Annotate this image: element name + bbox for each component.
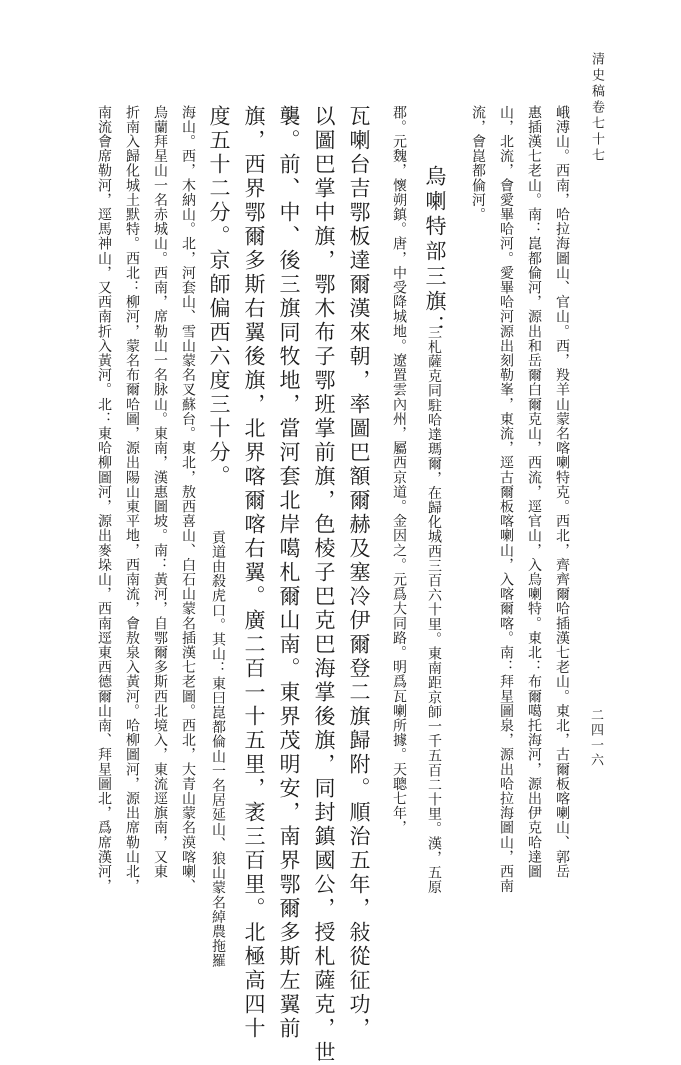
page-number: 二四一六 xyxy=(588,708,603,768)
text-column-4: 流，會崑都倫河。 xyxy=(470,105,486,222)
text-column-12: 海山。西，木納山。北，河套山、雪山蒙名叉蘇台。東北，敖西喜山、白石山蒙名插漢七老圖。西北，大青山蒙名漠喀喇、 xyxy=(180,105,196,894)
text-column-13: 烏蘭拜星山一名赤城山。西南，席勒山一名脉山。東南，漢惠圖坡。南：黃河，自鄂爾多斯西北境入，東流逕旗南，又東 xyxy=(152,105,168,879)
text-column-3: 山，北流，會愛畢哈河。愛畢哈河源出刻勒峯，東流，逕古爾板喀喇山，入喀爾喀。南：拜星圖泉，源出哈拉海圖山，西南 xyxy=(498,105,514,894)
book-volume-header: 清史稿卷七十七 xyxy=(589,52,604,164)
text-column-8: 以圖巴掌中旗，鄂木布子鄂班掌前旗，色棱子巴克巴海掌後旗，同封鎮國公，授札薩克，世 xyxy=(312,105,336,1065)
text-column-11-note: 貢道由殺虎口。其山：東曰崑都倫山一名居延山、狼山蒙名綽農拖羅 xyxy=(210,530,226,968)
text-column-9: 襲。前、中、後三旗同牧地，當河套北岸噶札爾山南。東界茂明安，南界鄂爾多斯左翼前 xyxy=(277,105,301,1041)
text-column-6: 郡。元魏，懷朔鎮。唐，中受降城地。遼置雲內州，屬西京道。金因之。元爲大同路。明爲瓦喇所據。天聰七年， xyxy=(391,105,407,835)
text-column-11-main: 度五十二分。京師偏西六度三十分。 xyxy=(207,105,231,489)
text-column-15: 南流會席勒河，逕馬神山，又西南折入黃河。北：東哈柳圖河，源出麥垛山，西南逕東西德爾山南、拜星圖北，爲席漢河， xyxy=(96,105,112,894)
text-column-14: 折南入歸化城土默特。西北：柳河，蒙名布爾哈圖，源出陽山東平地，西南流，會敖泉入黃河。哈柳圖河，源出席勒山北， xyxy=(124,105,140,894)
text-column-5: 三札薩克同駐哈達瑪爾，在歸化城西三百六十里。東南距京師一千五百二十里。漢，五原 xyxy=(426,325,442,895)
text-column-10: 旗，西界鄂爾多斯右翼後旗，北界喀爾喀右翼。廣二百一十五里，袤三百里。北極高四十 xyxy=(242,105,266,1041)
text-column-7: 瓦喇台吉鄂板達爾漢來朝，率圖巴額爾赫及塞冷伊爾登二旗歸附。順治五年，敍從征功， xyxy=(347,105,371,1041)
text-column-2: 惠插漢七老山。南：崑都倫河，源出和岳爾白爾克山，西流，逕官山，入烏喇特。東北：布爾噶托海河，源出伊克哈達圖 xyxy=(526,105,542,879)
section-title: 烏喇特部三旗： xyxy=(423,165,447,340)
text-column-1: 峨溥山。西南，哈拉海圖山、官山。西，羖羊山蒙名喀喇特克。西北，齊齊爾哈插漢七老山。東北，古爾板喀喇山、郭岳 xyxy=(554,105,570,879)
